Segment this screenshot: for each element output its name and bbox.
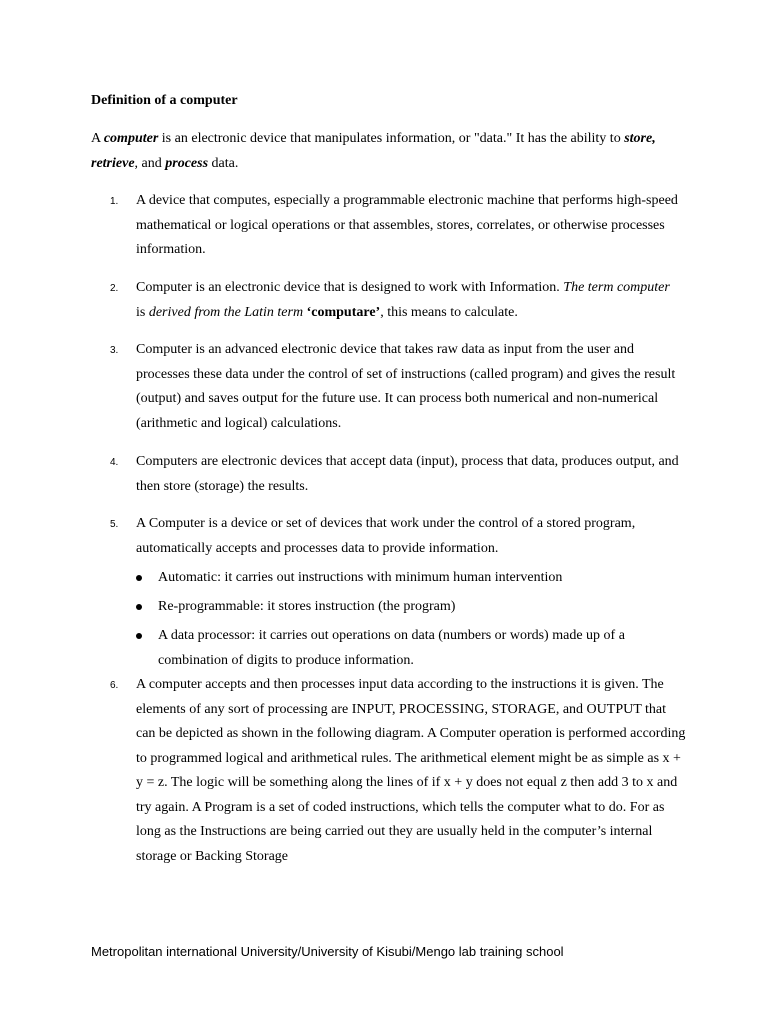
list-number: 6. bbox=[110, 680, 119, 691]
page-title: Definition of a computer bbox=[91, 93, 238, 108]
list-item-text: Computers are electronic devices that accept data (input), process that data, produces output, and then store (storage) the results. bbox=[136, 454, 679, 494]
list-number: 5. bbox=[110, 519, 119, 530]
list-item-text: is bbox=[136, 304, 149, 320]
intro-paragraph bbox=[91, 127, 691, 176]
bullet-item bbox=[136, 624, 686, 673]
intro-text: data. bbox=[208, 155, 239, 171]
page-footer: Metropolitan international University/University of Kisubi/Mengo lab training school bbox=[91, 944, 564, 959]
intro-comma: , bbox=[652, 131, 656, 146]
list-item-italic: The term computer bbox=[563, 280, 670, 295]
intro-text: , and bbox=[134, 155, 166, 171]
list-number: 4. bbox=[110, 457, 119, 468]
list-item-text: Computer is an advanced electronic device that takes raw data as input from the user and processes these data under the control of set of instructions (called program) and gives the result (output) and saves output for the future use. It can process both numerical and non-numerical (arithmetic and logical) calculations. bbox=[136, 342, 676, 431]
bullet-icon bbox=[136, 575, 142, 581]
list-item-1 bbox=[110, 189, 686, 263]
bullet-item bbox=[136, 595, 686, 620]
bullet-list bbox=[136, 566, 686, 673]
bullet-icon bbox=[136, 633, 142, 639]
list-item-text: A Computer is a device or set of devices that work under the control of a stored program, automatically accepts and processes data to provide information. bbox=[136, 516, 636, 556]
list-item-text: Computer is an electronic device that is designed to work with Information. bbox=[136, 280, 564, 295]
list-item-4 bbox=[110, 450, 686, 499]
intro-term-process: process bbox=[165, 155, 209, 171]
list-number: 3. bbox=[110, 345, 119, 356]
intro-text: A bbox=[91, 131, 104, 146]
bullet-item bbox=[136, 566, 686, 591]
list-item-text: A computer accepts and then processes input data according to the instructions it is given. The elements of any sort of processing are INPUT, PROCESSING, STORAGE, and OUTPUT that can be depicted as shown in the following diagram. A Computer operation is performed according to programmed logical and arithmetical rules. The arithmetical element might be as simple as x + y = z. The logic will be something along the lines of if x + y does not equal z then add 3 to x and try again. A Program is a set of coded instructions, which tells the computer what to do. For as long as the Instructions are being carried out they are usually held in the computer’s internal storage or Backing Storage bbox=[136, 677, 686, 864]
bullet-text: Re-programmable: it stores instruction (the program) bbox=[158, 599, 456, 614]
intro-term-store: store bbox=[624, 131, 653, 146]
list-number: 2. bbox=[110, 283, 119, 294]
list-item-5 bbox=[110, 512, 686, 561]
list-item-text: , this means to calculate. bbox=[380, 304, 518, 320]
intro-term-computer: computer bbox=[103, 131, 159, 146]
list-item-3 bbox=[110, 338, 686, 436]
bullet-text: Automatic: it carries out instructions with minimum human intervention bbox=[158, 570, 563, 585]
list-item-text: A device that computes, especially a programmable electronic machine that performs high-speed mathematical or logical operations or that assembles, stores, correlates, or otherwise processes information. bbox=[136, 193, 678, 257]
list-item-2 bbox=[110, 276, 686, 325]
intro-text: is an electronic device that manipulates information, or "data." It has the ability to bbox=[158, 131, 625, 146]
intro-term-retrieve: retrieve bbox=[91, 155, 135, 171]
list-item-6 bbox=[110, 673, 686, 869]
list-item-italic: derived from the Latin term bbox=[148, 304, 304, 320]
list-item-bold-term: ‘computare’ bbox=[303, 304, 381, 320]
list-number: 1. bbox=[110, 196, 119, 207]
bullet-icon bbox=[136, 604, 142, 610]
bullet-text: A data processor: it carries out operations on data (numbers or words) made up of a combination of digits to produce information. bbox=[158, 628, 625, 668]
